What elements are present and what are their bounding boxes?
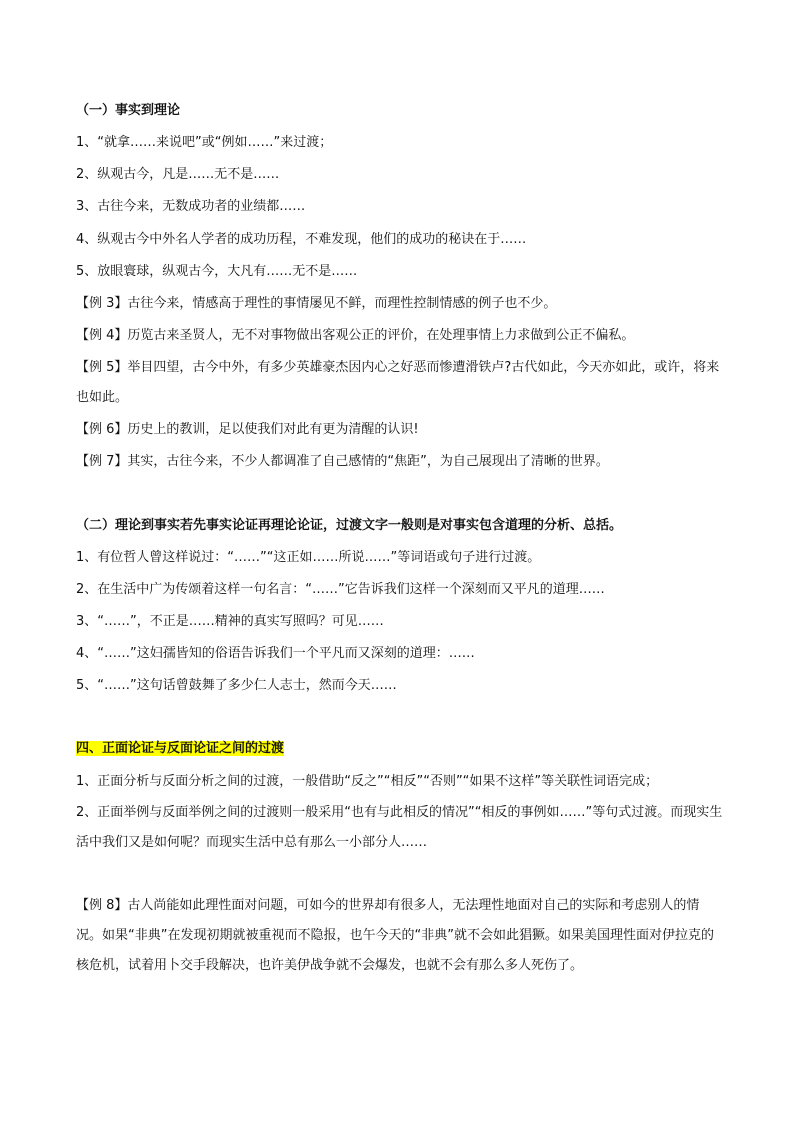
section2-heading: （二）理论到事实若先事实论证再理论论证，过渡文字一般则是对事实包含道理的分析、总括。 xyxy=(76,518,623,533)
section2-item: 5、“……”这句话曾鼓舞了多少仁人志士，然而今天…… xyxy=(76,678,397,693)
section2-item: 2、在生活中广为传颂着这样一句名言：“……”它告诉我们这样一个深刻而又平凡的道理…… xyxy=(76,582,605,597)
example-8: 【例 8】古人尚能如此理性面对问题，可如今的世界却有很多人，无法理性地面对自己的实际和考虑别人的情况。如果“非典”在发现初期就被重视而不隐报，也午今天的“非典”就不会如此猖獗。如果美国理性面对伊拉克的核危机，试着用卜交手段解决，也许美伊战争就不会爆发，也就不会有那么多人死伤了。 xyxy=(76,898,714,973)
section4-item: 1、正面分析与反面分析之间的过渡，一般借助“反之”“相反”“否则”“如果不这样”等关联性词语完成； xyxy=(76,774,659,789)
section1-item: 4、纵观古今中外名人学者的成功历程，不难发现，他们的成功的秘诀在于…… xyxy=(76,232,527,247)
section4-heading: 四、正面论证与反面论证之间的过渡 xyxy=(76,741,285,756)
example-4: 【例 4】历览古来圣贤人，无不对事物做出客观公正的评价，在处理事情上力求做到公正不偏私。 xyxy=(76,328,635,343)
example-3: 【例 3】古往今来，情感高于理性的事情屡见不鲜，而理性控制情感的例子也不少。 xyxy=(76,296,557,311)
section2-item: 1、有位哲人曾这样说过：“……”“这正如……所说……”等词语或句子进行过渡。 xyxy=(76,550,541,565)
section1-item: 3、古往今来，无数成功者的业绩都…… xyxy=(76,199,306,214)
section2-item: 3、“……”，不正是……精神的真实写照吗？可见…… xyxy=(76,614,384,629)
section1-item: 2、纵观古今，凡是……无不是…… xyxy=(76,167,280,182)
section1-heading: （一）事实到理论 xyxy=(76,103,181,118)
section2-item: 4、“……”这妇孺皆知的俗语告诉我们一个平凡而又深刻的道理：…… xyxy=(76,646,475,661)
section1-item: 5、放眼寰球，纵观古今，大凡有……无不是…… xyxy=(76,264,358,279)
section1-item: 1、“就拿……来说吧”或“例如……”来过渡； xyxy=(76,135,333,150)
example-6: 【例 6】历史上的教训，足以使我们对此有更为清醒的认识! xyxy=(76,422,419,437)
example-7: 【例 7】其实，古往今来，不少人都调准了自己感情的“焦距”，为自己展现出了清晰的世界。 xyxy=(76,454,609,469)
section4-item: 2、正面举例与反面举例之间的过渡则一般采用“也有与此相反的情况”“相反的事例如……”等句式过渡。而现实生活中我们又是如何呢？而现实生活中总有那么一小部分人…… xyxy=(76,805,723,850)
example-5: 【例 5】举目四望，古今中外，有多少英雄豪杰因内心之好恶而惨遭滑铁卢?古代如此，今天亦如此，或许，将来也如此。 xyxy=(76,360,720,405)
